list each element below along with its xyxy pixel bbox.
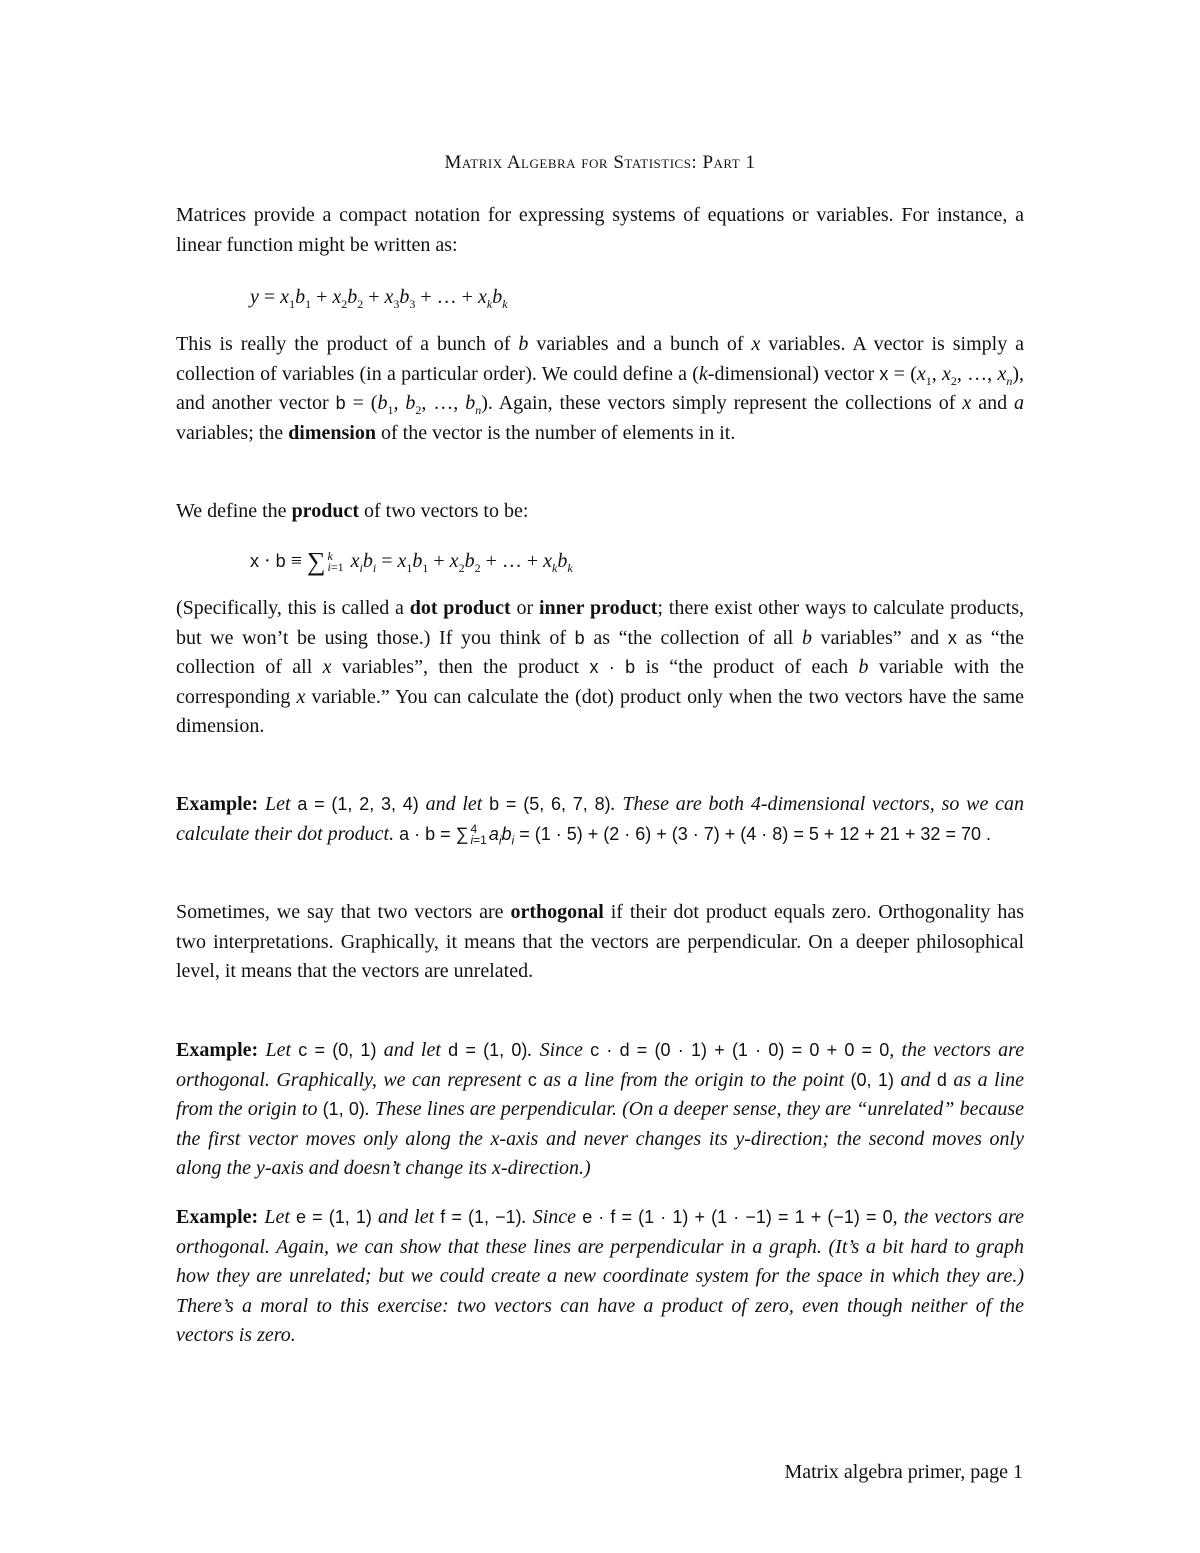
vectors-paragraph: This is really the product of a bunch of b variables and a bunch of x variables. A vector is simply a collection of variables (in a particular order). We could define a (k-dimensional) vector $x = (x_1$, $x_2$, …, $x_n$), and another vector $b = (b_1$, $b_2$, …, $b_n$). Again, these vectors simply represent the collections of x and a variables; the dimension of the vector is the number of elements in it.: [176, 333, 1025, 444]
vector-a-definition: a = (1, 2, 3, 4): [297, 794, 419, 814]
point-0-1: (0, 1): [850, 1069, 895, 1090]
vectors-text-1: This is really the product of a bunch of: [176, 333, 511, 355]
vector-e-definition: e = (1, 1): [296, 1207, 372, 1227]
dot-text-4: as “the collection of all: [593, 626, 794, 649]
example-1-text-1: Let: [265, 793, 291, 815]
orthogonal-paragraph: [176, 898, 1024, 987]
ortho-text-1: Sometimes, we say that two vectors are: [176, 901, 504, 923]
vector-c-definition: c = (0, 1): [298, 1040, 377, 1060]
dot-text-7: variables”, then the product: [341, 656, 580, 678]
ab-dot-product-expansion: = (1 · 5) + (2 · 6) + (3 · 7) + (4 · 8): [519, 823, 789, 844]
orthogonal-term: orthogonal: [510, 901, 604, 923]
product-text-1: We define the: [176, 500, 287, 522]
example-1-text-2: and let: [425, 793, 483, 815]
example-3-text-2: and let: [378, 1206, 435, 1228]
dot-product-paragraph: (Specifically, this is called a dot product or inner product; there exist other ways to calculate products, but we won’t be using those.) If you think of b as “the collection of all b variables” and x as “the collection of all x variables”, then the product x · b is “the product of each b variable with the corresponding x variable.” You can calculate the (dot) product only when the two vectors have the same dimension.: [176, 597, 1025, 737]
intro-paragraph: [176, 201, 1024, 260]
vector-d-definition: d = (1, 0): [448, 1040, 528, 1060]
dot-text-1: (Specifically, this is called a: [176, 597, 404, 619]
vectors-text-9: of the vector is the number of elements in it.: [381, 421, 736, 444]
example-3-text-4: , the vectors are orthogonal. Again, we can show that these lines are perpendicular in a graph. (It’s a bit hard to graph how they are unrelated; but we could create a new coordinate system for the space in which they are.) There’s a moral to this exercise: two vectors can have a product of zero, even though neither of the vectors is zero.: [176, 1206, 1025, 1346]
dot-text-8: is “the product of each: [645, 656, 849, 678]
example-1: Example: Let a = (1, 2, 3, 4) and let b = (5, 6, 7, 8). These are both 4-dimensional vectors, so we can calculate their dot product. a · b = ∑ 4 i=1 $a_ib_i = (1 \cdot 5) + (2 \cdot 6) + (3 \cdot 7) + (4 \cdot 8) = 5 + 12 + 21 + 32 = 70$ .: [176, 793, 1025, 848]
vectors-text-2: variables and a bunch of: [536, 333, 744, 355]
page-footer: Matrix algebra primer, page 1: [784, 1461, 1023, 1483]
product-text-2: of two vectors to be:: [363, 500, 529, 522]
example-2-label: Example:: [176, 1039, 259, 1061]
dot-product-equation: x · b ≡ ∑ k i=1 $x_ib_i = x_1b_1 + x_2b_2$ + … + $x_kb_k$: [250, 547, 573, 576]
vectors-text-6: . Again, these vectors simply represent the collections of: [487, 392, 956, 414]
vector-f-definition: f = (1, −1): [440, 1207, 522, 1227]
example-3-label: Example:: [176, 1206, 259, 1228]
example-2-text-2: and let: [383, 1039, 441, 1061]
example-3-text-1: Let: [264, 1206, 290, 1228]
example-3: [176, 1203, 1024, 1351]
dot-text-5: variables” and: [820, 626, 940, 649]
ef-dot-product: e · f = (1 · 1) + (1 · −1) = 1 + (−1) = 0: [582, 1207, 893, 1227]
product-paragraph: [176, 497, 1024, 527]
vectors-text-5: , and another vector: [176, 362, 1024, 414]
vectors-text-3: variables. A vector is simply a collection of variables (in a particular order). We could define a (: [176, 333, 1025, 385]
inner-product-term: inner product: [539, 597, 658, 619]
vectors-text-7: and: [978, 392, 1008, 414]
intro-text: Matrices provide a compact notation for expressing systems of equations or variables. For instance, a linear function might be written as:: [176, 204, 1024, 256]
page-title: Matrix Algebra for Statistics: Part 1: [444, 152, 756, 173]
vector-b-definition: b = (5, 6, 7, 8): [489, 794, 611, 814]
dot-text-10: variable.” You can calculate the (dot) product only when the two vectors have the same dimension.: [176, 685, 1025, 737]
example-2-text-4: , the vectors are orthogonal. Graphically, we can represent: [176, 1039, 1025, 1091]
example-3-text-3: . Since: [521, 1206, 577, 1228]
example-1-text-3: . These are both 4-dimensional vectors, so we can calculate their dot product.: [176, 793, 1025, 845]
product-term: product: [291, 500, 359, 522]
example-2-text-5: as a line from the origin to the point: [543, 1068, 845, 1091]
ortho-text-2: if their dot product equals zero. Orthogonality has two interpretations. Graphically, it means that the vectors are perpendicular. On a deeper philosophical level, it means that the vectors are unrelated.: [176, 901, 1024, 982]
dot-text-6: as “the collection of all: [176, 626, 1025, 678]
ab-dot-product-total: = 5 + 12 + 21 + 32 = 70 .: [793, 823, 991, 844]
dot-text-2: or: [516, 597, 534, 619]
vectors-text-4: -dimensional) vector: [707, 362, 875, 385]
example-2-text-7: as a line from the origin to: [176, 1068, 1025, 1120]
example-1-label: Example:: [176, 793, 259, 815]
dimension-term: dimension: [288, 421, 376, 444]
dot-product-term: dot product: [409, 597, 511, 619]
example-2-text-3: . Since: [527, 1039, 583, 1061]
dot-text-9: variable with the corresponding: [176, 656, 1025, 708]
linear-function-equation: $y = x_1b_1 + x_2b_2 + x_3b_3$ + … + $x_kb_k$: [250, 286, 508, 311]
dot-text-3: ; there exist other ways to calculate products, but we won’t be using those.) If you think of: [176, 597, 1024, 649]
vectors-text-8: variables; the: [176, 421, 284, 444]
point-1-0: (1, 0): [322, 1099, 365, 1119]
example-2-text-8: . These lines are perpendicular. (On a deeper sense, they are “unrelated” because the first vector moves only along the x-axis and never changes its y-direction; the second moves only along the y-axis and doesn’t change its x-direction.): [176, 1098, 1024, 1179]
example-2: Example: Let c = (0, 1) and let d = (1, 0). Since c · d = (0 · 1) + (1 · 0) = 0 + 0 = 0, the vectors are orthogonal. Graphically, we can represent c as a line from the origin to the point (0, 1) and d as a line from the origin to (1, 0). These lines are perpendicular. (On a deeper sense, they are “unrelated” because the first vector moves only along the x-axis and never changes its y-direction; the second moves only along the y-axis and doesn’t change its x-direction.): [176, 1039, 1025, 1179]
example-2-text-1: Let: [265, 1039, 292, 1061]
cd-dot-product: c · d = (0 · 1) + (1 · 0) = 0 + 0 = 0: [590, 1040, 890, 1060]
example-2-text-6: and: [900, 1068, 931, 1091]
